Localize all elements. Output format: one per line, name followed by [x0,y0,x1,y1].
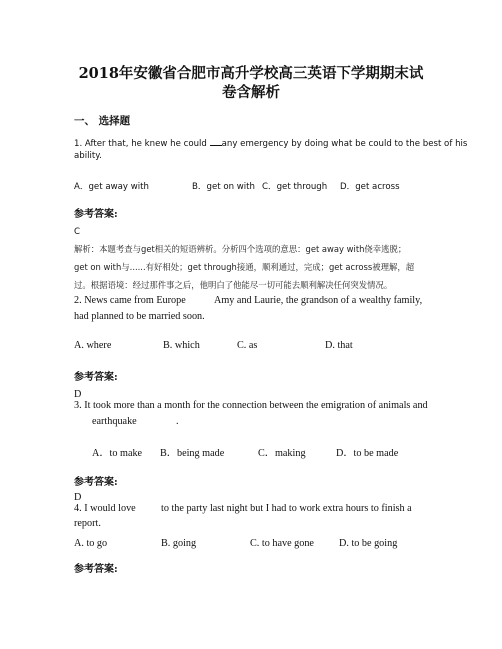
q4-option-b: B. going [161,538,197,549]
q2-answer-label: 参考答案: [74,372,118,383]
q1-answer-label: 参考答案: [74,209,118,220]
q3-answer: D [74,492,82,503]
page-title-line-2: 卷含解析 [222,84,280,101]
q1-explanation-line-2: get on with与......有好相处；get through接通，顺利通过，完成；get across被理解，超 [74,262,415,272]
page-title-line-1: 2018年安徽省合肥市高升学校高三英语下学期期末试 [78,65,424,82]
q3-answer-label: 参考答案: [74,477,118,488]
q1-blank [210,136,222,146]
q2-option-d: D. that [325,340,353,351]
q1-option-a: A．get away with [74,182,149,192]
q4-stem-line-2: report. [74,518,101,529]
q3-option-d: D．to be made [336,448,399,459]
q2-stem-rest: Amy and Laurie, the grandson of a wealthy family, [214,295,423,306]
q4-option-a: A. to go [74,538,108,549]
q1-stem-rest: any emergency by doing what be could to the best of his [221,139,468,149]
q1-option-c: C．get through [262,182,328,192]
q2-option-c: C. as [237,340,258,351]
q2-option-a: A. where [74,340,112,351]
q1-answer: C [74,227,81,237]
q3-option-a: A．to make [92,448,143,459]
q1-option-b: B．get on with [192,182,256,192]
q3-option-c: C．making [258,448,306,459]
q4-stem-start: 4. I would love [74,503,136,514]
q1-stem-start: 1. After that, he knew he could [74,139,210,149]
q3-stem-line-1: 3. It took more than a month for the connection between the emigration of animals and [74,400,428,411]
q2-option-b: B. which [163,340,200,351]
q3-stem-end: . [176,416,179,427]
q3-option-b: B．being made [160,448,225,459]
q4-answer-label: 参考答案: [74,564,118,575]
q4-option-d: D. to be going [339,538,398,549]
q3-stem-line-2: earthquake [92,416,137,427]
q1-explanation-line-1: 解析：本题考查与get相关的短语辨析。分析四个选项的意思：get away with侥幸逃脱； [74,244,407,254]
q1-option-d: D．get across [340,182,400,192]
q2-stem-start: 2. News came from Europe [74,295,186,306]
q4-stem-rest: to the party last night but I had to work extra hours to finish a [161,503,412,514]
q4-option-c: C. to have gone [250,538,314,549]
q2-stem-line-2: had planned to be married soon. [74,311,205,322]
q1-explanation-line-3: 过。根据语境：经过那件事之后，他明白了他能尽一切可能去顺利解决任何突发情况。 [74,280,393,290]
q2-answer: D [74,389,82,400]
section-heading: 一、 选择题 [74,115,131,127]
q1-stem-line-2: ability. [74,151,102,161]
q1-stem-line-1 [74,136,467,149]
